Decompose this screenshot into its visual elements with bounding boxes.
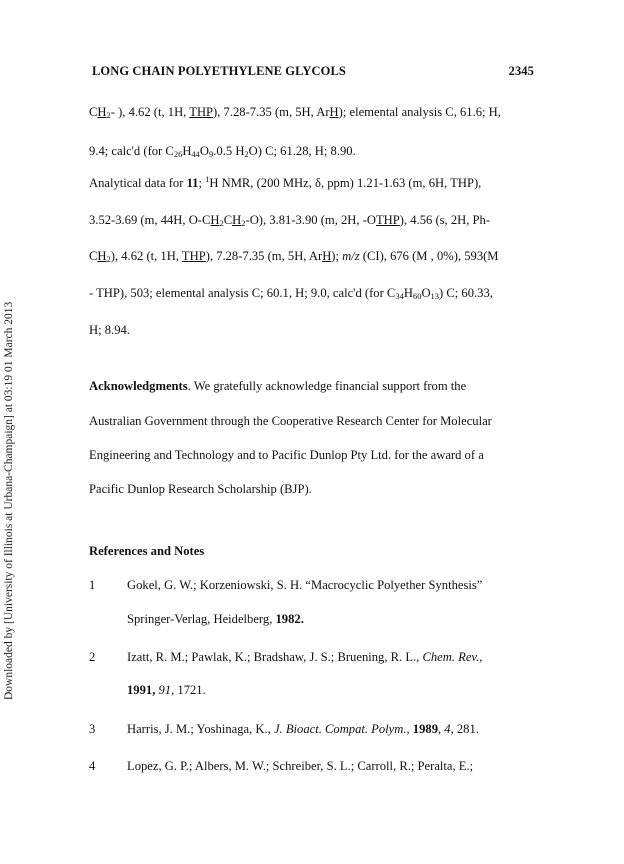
reference-text: Izatt, R. M.; Pawlak, K.; Bradshaw, J. S.; Bruening, R. L., Chem. Rev., [127,650,483,664]
reference-number: 2 [89,650,96,664]
reference-number: 1 [89,578,96,592]
reference-text: Harris, J. M.; Yoshinaga, K., J. Bioact. Compat. Polym., 1989, 4, 281. [127,722,479,736]
text-line: - THP), 503; elemental analysis C; 60.1, H; 9.0, calc'd (for $C_{34}H_{60}O_{13}$) C; 60.33, [89,286,493,301]
reference-text: Springer-Verlag, Heidelberg, 1982. [127,612,304,626]
download-notice: Downloaded by [University of Illinois at Urbana-Champaign] at 03:19 01 March 2013 [3,301,15,700]
acknowledgments-heading: Acknowledgments [89,379,188,393]
text-line: H; 8.94. [89,323,130,337]
acknowledgments-line: Australian Government through the Cooperative Research Center for Molecular [89,414,492,428]
text-line: $CH_2-$ ), 4.62 (t, 1H, THP), 7.28-7.35 (m, 5H, ArH); elemental analysis C, 61.6; H, [89,105,501,120]
reference-number: 4 [89,759,96,773]
reference-text: Gokel, G. W.; Korzeniowski, S. H. “Macrocyclic Polyether Synthesis” [127,578,483,592]
acknowledgments-line: Acknowledgments. We gratefully acknowledge financial support from the [89,379,467,393]
page-number: 2345 [508,64,534,78]
text-line: 9.4; calc'd (for $C_{26}H_{44}O_9.0.5$ $H_2O$) C; 61.28, H; 8.90. [89,144,356,159]
reference-number: 3 [89,722,96,736]
running-title: LONG CHAIN POLYETHYLENE GLYCOLS [92,64,346,78]
acknowledgments-line: Engineering and Technology and to Pacific Dunlop Pty Ltd. for the award of a [89,448,484,462]
reference-text: 1991, 91, 1721. [127,683,206,697]
references-heading: References and Notes [89,544,205,558]
reference-text: Lopez, G. P.; Albers, M. W.; Schreiber, S. L.; Carroll, R.; Peralta, E.; [127,759,474,773]
text-line: Analytical data for 11; $^1$H NMR, (200 MHz, δ, ppm) 1.21-1.63 (m, 6H, THP), [89,174,482,190]
acknowledgments-line: Pacific Dunlop Research Scholarship (BJP). [89,482,312,496]
text-line: $CH_2$), 4.62 (t, 1H, THP), 7.28-7.35 (m, 5H, ArH); m/z (CI), 676 (M , 0%), 593(M [89,249,499,264]
text-line: 3.52-3.69 (m, 44H, $O-CH_2CH_2-O$), 3.81-3.90 (m, 2H, -OTHP), 4.56 (s, 2H, Ph- [89,213,491,228]
download-watermark [0,180,20,700]
